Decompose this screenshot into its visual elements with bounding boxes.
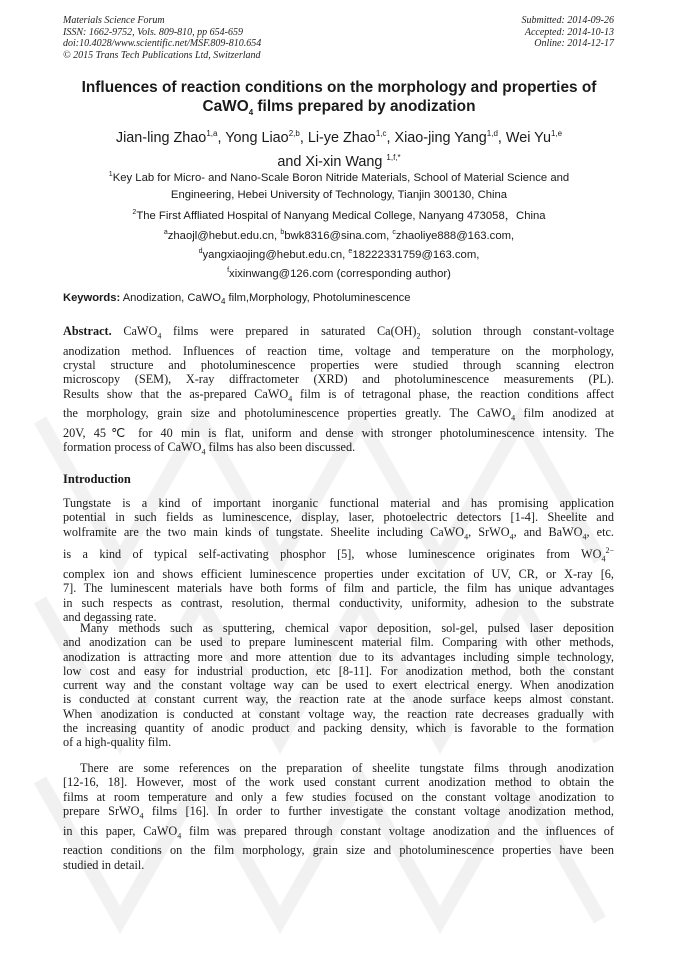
author-name: Yong Liao — [225, 129, 289, 146]
keywords-label: Keywords: — [63, 292, 121, 304]
abstract: Abstract. CaWO$_4$ films were prepared in saturated $Ca(OH)_2$ solution through constant-voltage anodization method. Influences of reaction time, voltage and temperature on the morphology, crystal structure and photoluminescence properties were studied through scanning electron microscopy (SEM), X-ray diffractometer (XRD) and photoluminescence measurements (PL). Results show that the as-prepared CaWO$_4$ film is of tetragonal phase, the reaction conditions affect the morphology, grain size and photoluminescence properties greatly. The CaWO$_4$ film anodized at 20V, 45℃ for 40 min is flat, uniform and dense with stronger photoluminescence intensity. The formation process of CaWO$_4$ films has also been discussed. — [63, 324, 615, 457]
affiliation-2: $^2$The First Affliated Hospital of Nanyang Medical College, Nanyang 473058，China — [132, 209, 546, 222]
email-link[interactable]: zhaojl@hebut.edu.cn, — [167, 229, 281, 242]
author-name: Wei Yu — [505, 129, 551, 146]
author-name: Jian-ling Zhao — [115, 129, 207, 146]
paper-title: Influences of reaction conditions on the morphology and properties of CaWO$_4$ films prepared by anodization — [81, 79, 597, 118]
email-link[interactable]: bwk8316@sina.com, — [284, 229, 393, 242]
author-name: and Xi-xin Wang — [277, 153, 387, 170]
intro-paragraph-3: There are some references on the preparation of sheelite tungstate films through anodization [12-16, 18]. However, most of the work used constant current anodization method to obtain the films at room temperature and only a few studies focused on the constant voltage anodization to prepare SrWO$_4$ films [16]. In order to further investigate the constant voltage anodization method, in this paper, CaWO$_4$ film was prepared through constant voltage anodization and the influences of reaction conditions on the film morphology, grain size and photoluminescence properties have been studied in detail. — [63, 761, 614, 872]
abstract-label: Abstract. — [63, 324, 112, 338]
keywords: Keywords: Anodization, CaWO$_4$ film,Morphology, Photoluminescence — [63, 292, 411, 307]
email-link[interactable]: xixinwang@126.com (corresponding author) — [229, 267, 451, 280]
section-heading-introduction: Introduction — [63, 472, 131, 486]
doi-line[interactable]: doi:10.4028/www.scientific.net/MSF.809-810.654 — [63, 38, 262, 49]
author-name: Xiao-jing Yang — [394, 129, 487, 146]
accepted-date: Accepted: 2014-10-13 — [524, 26, 614, 38]
intro-paragraph-2: Many methods such as sputtering, chemical vapor deposition, sol-gel, pulsed laser deposition and anodization can be used to prepare luminescent material film. Comparing with other methods, anodization is attracting more and more attention due to its advantages including simple technology, low cost and easy for industrial production, etc [8-11]. For anodization method, both the constant current way and the constant voltage way can be used to exert electrical energy. When anodization is conducted at constant current way, the reaction rate at the anode surface keeps almost constant. When anodization is conducted at constant voltage way, the reaction rate decreases gradually with the increasing quantity of anodic product and packing density, which is favorable to the formation of a high-quality film. — [63, 621, 614, 750]
issn-line: ISSN: 1662-9752, Vols. 809-810, pp 654-659 — [63, 26, 243, 38]
journal-name: Materials Science Forum — [63, 15, 165, 26]
submission-dates — [522, 15, 615, 50]
author-emails: $^a$zhaojl@hebut.edu.cn, $^b$bwk8316@sina.com, $^c$zhaoliye888@163.com, $^d$yangxiaojing@hebut.edu.cn, $^e$18222331759@163.com, $^f$xixinwang@126.com (corresponding author) — [163, 229, 515, 280]
journal-info — [63, 15, 261, 61]
author-list: Jian-ling Zhao$^{1,a}$, Yong Liao$^{2,b}$, Li-ye Zhao$^{1,c}$, Xiao-jing Yang$^{1,d}$, Wei Yu$^{1,e}$ and Xi-xin Wang $^{1,f,*}$ — [115, 129, 563, 170]
affiliation-1: $^1$Key Lab for Micro- and Nano-Scale Boron Nitride Materials, School of Material Science and Engineering, Hebei University of Technology, Tianjin 300130, China — [108, 171, 570, 201]
online-date: Online: 2014-12-17 — [534, 38, 614, 49]
submitted-date: Submitted: 2014-09-26 — [521, 15, 614, 26]
email-link[interactable]: 18222331759@163.com, — [352, 248, 480, 261]
copyright-line: © 2015 Trans Tech Publications Ltd, Switzerland — [63, 49, 261, 61]
intro-paragraph-1: Tungstate is a kind of important inorganic functional material and has promising application potential in such fields as luminescence, display, laser, photoelectric detectors [1-4]. Sheelite and wolframite are the two main kinds of tungstate. Sheelite including CaWO$_4$, SrWO$_4$, and BaWO$_4$, etc. is a kind of typical self-activating phosphor [5], whose luminescence originates from $WO_4^{2-}$ complex ion and shows efficient luminescence properties under excitation of UV, CR, or X-ray [6, 7]. The luminescent materials have both forms of film and particle, the film has unique advantages in such respects as contrast, resolution, thermal conductivity, uniformity, adhesion to the substrate and degassing rate. — [63, 496, 614, 625]
author-name: Li-ye Zhao — [307, 129, 376, 146]
email-link[interactable]: zhaoliye888@163.com, — [395, 229, 515, 242]
email-link[interactable]: yangxiaojing@hebut.edu.cn, — [202, 248, 349, 261]
